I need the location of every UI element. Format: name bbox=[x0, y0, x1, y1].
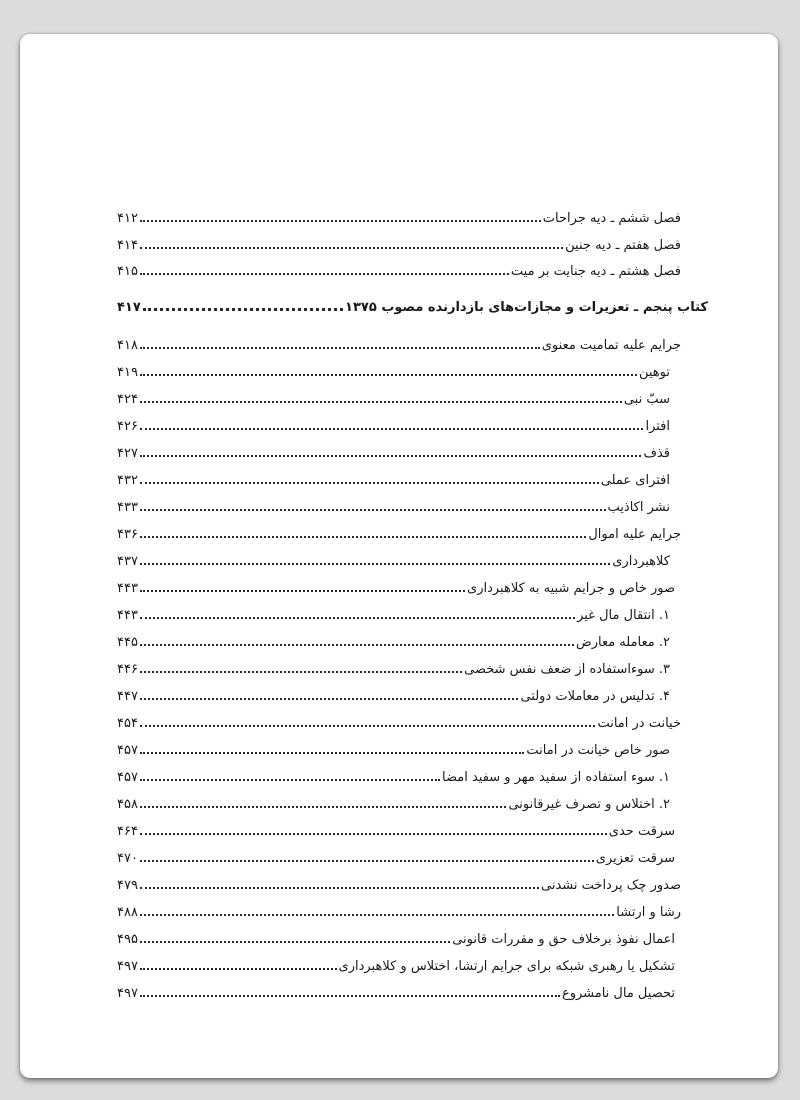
toc-entry bbox=[20, 844, 778, 868]
toc-entry bbox=[20, 439, 778, 463]
toc-entry bbox=[20, 628, 778, 652]
toc-entry bbox=[20, 736, 778, 760]
dot-leader bbox=[140, 590, 465, 592]
toc-entry-page: ۴۷۰ bbox=[117, 851, 138, 866]
dot-leader bbox=[140, 617, 575, 619]
dot-leader bbox=[140, 482, 599, 484]
toc-entry-page: ۴۹۷ bbox=[117, 986, 138, 1001]
toc-entry-page: ۴۳۶ bbox=[117, 527, 138, 542]
toc-entry-title: قذف bbox=[643, 446, 670, 461]
toc-entry-title: فصل هفتم ـ دیه جنین bbox=[565, 238, 681, 253]
dot-leader bbox=[140, 941, 450, 943]
toc-entry bbox=[20, 898, 778, 922]
toc-entry-title: سرقت حدی bbox=[608, 824, 675, 839]
toc-entry-title: ۱. سوء استفاده از سفید مهر و سفید امضا bbox=[442, 770, 670, 785]
toc-entry bbox=[20, 257, 778, 281]
toc-entry-page: ۴۵۷ bbox=[117, 770, 138, 785]
toc-entry-page: ۴۱۵ bbox=[117, 264, 138, 279]
toc-entry-title: رشا و ارتشا bbox=[616, 905, 681, 920]
toc-entry-title: اعمال نفوذ برخلاف حق و مقررات قانونی bbox=[452, 932, 675, 947]
toc-entry-page: ۴۳۲ bbox=[117, 473, 138, 488]
dot-leader bbox=[140, 347, 540, 349]
dot-leader bbox=[140, 428, 644, 430]
toc-entry-page: ۴۴۷ bbox=[117, 689, 138, 704]
dot-leader bbox=[140, 273, 509, 275]
toc-entry bbox=[20, 655, 778, 679]
dot-leader bbox=[140, 671, 462, 673]
toc-entry bbox=[20, 574, 778, 598]
toc-entry bbox=[20, 601, 778, 625]
toc-entry bbox=[20, 952, 778, 976]
dot-leader bbox=[140, 563, 610, 565]
toc-entry bbox=[20, 763, 778, 787]
toc-entry bbox=[20, 466, 778, 490]
toc-entry-page: ۴۱۷ bbox=[117, 300, 141, 315]
toc-entry-page: ۴۷۹ bbox=[117, 878, 138, 893]
toc-entry-heading bbox=[20, 293, 778, 317]
dot-leader bbox=[140, 455, 642, 457]
dot-leader bbox=[140, 860, 594, 862]
toc-entry-page: ۴۴۵ bbox=[117, 635, 138, 650]
toc-entry-title: خیانت در امانت bbox=[597, 716, 681, 731]
toc-entry-page: ۴۴۳ bbox=[117, 608, 138, 623]
toc-entry-page: ۴۵۸ bbox=[117, 797, 138, 812]
toc-entry bbox=[20, 790, 778, 814]
dot-leader bbox=[143, 308, 343, 311]
toc-entry-title: صور خاص و جرایم شبیه به کلاهبرداری bbox=[467, 581, 675, 596]
toc-entry-title: ۲. معامله معارض bbox=[575, 635, 670, 650]
toc-entry bbox=[20, 204, 778, 228]
toc-entry-page: ۴۳۷ bbox=[117, 554, 138, 569]
toc-entry-title: صدور چک پرداخت نشدنی bbox=[541, 878, 681, 893]
toc-entry bbox=[20, 547, 778, 571]
toc-entry-title: صور خاص خیانت در امانت bbox=[526, 743, 670, 758]
toc-entry-title: جرایم علیه تمامیت معنوی bbox=[541, 338, 681, 353]
toc-entry bbox=[20, 358, 778, 382]
toc-entry-title: ۲. اختلاس و تصرف غیرقانونی bbox=[508, 797, 670, 812]
toc-entry bbox=[20, 231, 778, 255]
toc-entry-page: ۴۳۳ bbox=[117, 500, 138, 515]
toc-entry-title: فصل ششم ـ دیه جراحات bbox=[542, 211, 681, 226]
toc-entry-page: ۴۱۹ bbox=[117, 365, 138, 380]
toc-entry-page: ۴۲۶ bbox=[117, 419, 138, 434]
toc-entry-page: ۴۵۷ bbox=[117, 743, 138, 758]
toc-entry-page: ۴۹۷ bbox=[117, 959, 138, 974]
dot-leader bbox=[140, 509, 606, 511]
dot-leader bbox=[140, 401, 622, 403]
book-page bbox=[20, 34, 778, 1078]
dot-leader bbox=[140, 914, 614, 916]
toc-entry bbox=[20, 412, 778, 436]
dot-leader bbox=[140, 833, 607, 835]
toc-entry-title: جرایم علیه اموال bbox=[588, 527, 681, 542]
toc-entry-page: ۴۲۷ bbox=[117, 446, 138, 461]
dot-leader bbox=[140, 536, 586, 538]
dot-leader bbox=[140, 220, 541, 222]
table-of-contents bbox=[20, 34, 778, 1078]
toc-entry bbox=[20, 871, 778, 895]
toc-entry-page: ۴۱۲ bbox=[117, 211, 138, 226]
toc-entry-page: ۴۴۳ bbox=[117, 581, 138, 596]
toc-entry-page: ۴۵۴ bbox=[117, 716, 138, 731]
toc-entry bbox=[20, 925, 778, 949]
dot-leader bbox=[140, 752, 524, 754]
dot-leader bbox=[140, 698, 518, 700]
toc-entry-title: افترا bbox=[645, 419, 670, 434]
toc-entry-title: افترای عملی bbox=[600, 473, 670, 488]
toc-entry-title: ۴. تدلیس در معاملات دولتی bbox=[520, 689, 670, 704]
dot-leader bbox=[140, 725, 595, 727]
toc-entry-title: کتاب پنجم ـ تعزیرات و مجازات‌های بازدارنده مصوب ۱۳۷۵ bbox=[345, 300, 708, 315]
toc-entry bbox=[20, 682, 778, 706]
dot-leader bbox=[140, 247, 563, 249]
toc-entry-title: نشر اکاذیب bbox=[607, 500, 670, 515]
toc-entry bbox=[20, 493, 778, 517]
dot-leader bbox=[140, 887, 539, 889]
toc-entry-title: فصل هشتم ـ دیه جنایت بر میت bbox=[510, 264, 681, 279]
toc-entry bbox=[20, 709, 778, 733]
toc-entry bbox=[20, 817, 778, 841]
dot-leader bbox=[140, 644, 574, 646]
dot-leader bbox=[140, 779, 440, 781]
toc-entry-title: تحصیل مال نامشروع bbox=[561, 986, 675, 1001]
dot-leader bbox=[140, 995, 560, 997]
dot-leader bbox=[140, 968, 337, 970]
toc-entry-page: ۴۱۸ bbox=[117, 338, 138, 353]
toc-entry-page: ۴۲۴ bbox=[117, 392, 138, 407]
toc-entry-title: ۳. سوءاستفاده از ضعف نفس شخصی bbox=[464, 662, 670, 677]
toc-entry-title: توهین bbox=[638, 365, 670, 380]
toc-entry-page: ۴۸۸ bbox=[117, 905, 138, 920]
toc-entry bbox=[20, 385, 778, 409]
toc-entry-page: ۴۶۴ bbox=[117, 824, 138, 839]
toc-entry-page: ۴۴۶ bbox=[117, 662, 138, 677]
toc-entry bbox=[20, 979, 778, 1003]
dot-leader bbox=[140, 806, 507, 808]
toc-entry-page: ۴۱۴ bbox=[117, 238, 138, 253]
toc-entry-title: تشکیل یا رهبری شبکه برای جرایم ارتشا، اختلاس و کلاهبرداری bbox=[338, 959, 675, 974]
toc-entry bbox=[20, 331, 778, 355]
toc-entry-page: ۴۹۵ bbox=[117, 932, 138, 947]
toc-entry-title: کلاهبرداری bbox=[612, 554, 670, 569]
toc-entry-title: سرقت تعزیری bbox=[595, 851, 675, 866]
toc-entry-title: سبّ نبی bbox=[623, 392, 670, 407]
toc-entry-title: ۱. انتقال مال غیر bbox=[577, 608, 670, 623]
toc-entry bbox=[20, 520, 778, 544]
dot-leader bbox=[140, 374, 637, 376]
